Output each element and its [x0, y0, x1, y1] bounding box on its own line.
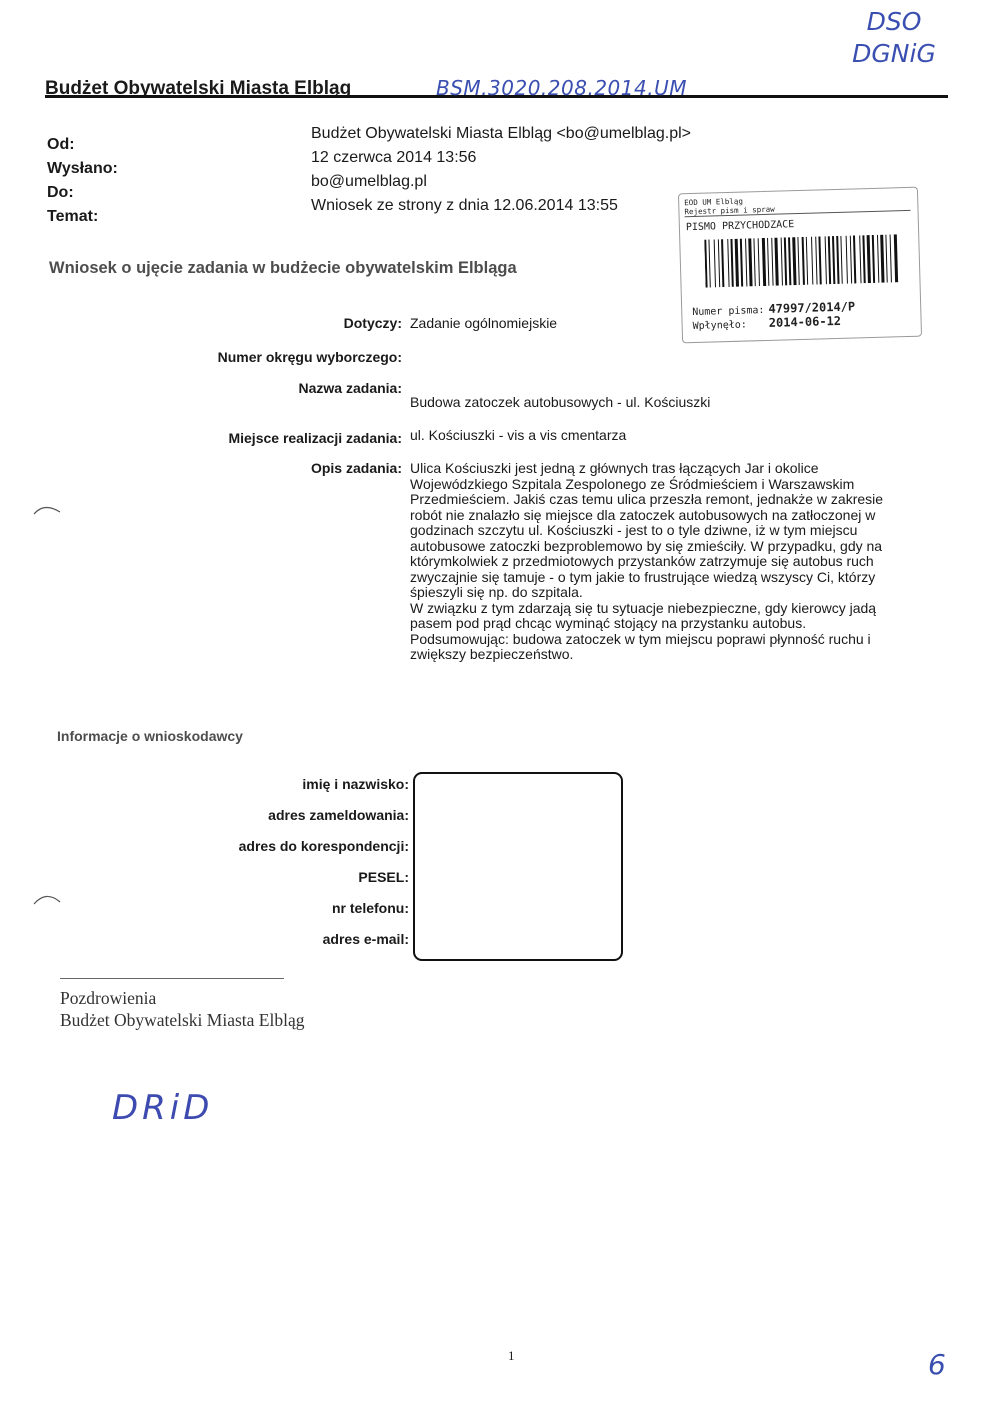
- description-line: zwiększy bezpieczeństwo.: [410, 646, 574, 662]
- barcode-bar: [762, 238, 766, 286]
- meta-label-subject: Temat:: [47, 208, 99, 225]
- signature-rule: [60, 978, 284, 979]
- description-line: autobusowe zatoczki bezproblemowo by się zmieściły. W przypadku, gdy na: [410, 537, 883, 554]
- stamp-office-line: Rejestr pism i spraw: [684, 204, 775, 217]
- stamp-received-value: 2014-06-12: [768, 313, 842, 330]
- barcode-bar: [727, 239, 729, 287]
- stamp-number-value: 47997/2014/P: [768, 299, 856, 316]
- barcode-bar: [832, 236, 835, 284]
- description-line: W związku z tym zdarzają się tu sytuacje niebezpieczne, gdy kierowcy jadą: [410, 599, 877, 616]
- applicant-label-name: imię i nazwisko:: [302, 776, 409, 792]
- field-label: Dotyczy:: [343, 315, 402, 331]
- barcode-bar: [708, 240, 710, 288]
- stamp-number-label: Numer pisma:: [692, 305, 765, 319]
- barcode-bar: [846, 236, 848, 284]
- meta-value-from: Budżet Obywatelski Miasta Elbląg <bo@umelblag.pl>: [311, 125, 691, 142]
- barcode-bar: [825, 236, 827, 284]
- field-value: Budowa zatoczek autobusowych - ul. Kościuszki: [410, 394, 711, 410]
- corner-note-line: DSO: [866, 7, 922, 36]
- description-line: robót nie znalazło się miejsce dla zatoczek autobusowych na zatłoczonej w: [410, 506, 876, 523]
- barcode-bar: [714, 239, 716, 287]
- closing-sender: Budżet Obywatelski Miasta Elbląg: [60, 1010, 305, 1030]
- description-line: zwyczajnie się tamuje - o tym jakie to frustrujące wiedzą wszyscy Ci, którzy: [410, 568, 876, 585]
- barcode-bar: [840, 236, 842, 284]
- field-label: Nazwa zadania:: [298, 380, 402, 396]
- barcode-bar: [767, 238, 769, 286]
- page-number: 1: [508, 1348, 515, 1363]
- description-line: którymkolwiek z przedmiotowych przystanków zatrzymuje się autobus ruch: [410, 553, 874, 569]
- description-line: pasem pod prąd chcąc wyminąć stojący na przystanku autobus.: [410, 615, 807, 631]
- description-line: Ulica Kościuszki jest jedną z głównych tras łączących Jar i okolice: [410, 460, 819, 476]
- barcode-bar: [890, 234, 892, 282]
- closing-greeting: Pozdrowienia: [60, 988, 157, 1008]
- barcode-bar: [748, 238, 752, 286]
- barcode-bar: [781, 238, 783, 286]
- field-label: Opis zadania:: [310, 460, 402, 476]
- barcode-icon: [704, 234, 899, 287]
- barcode-bar: [885, 235, 887, 283]
- barcode-bar: [797, 237, 799, 285]
- field-value: ul. Kościuszki - vis a vis cmentarza: [410, 427, 627, 443]
- barcode-bar: [784, 237, 787, 285]
- punch-mark-icon: [26, 888, 66, 916]
- field-value-description: [410, 461, 920, 663]
- meta-value-to: bo@umelblag.pl: [311, 173, 427, 190]
- description-line: Podsumowując: budowa zatoczek w tym miejscu poprawi płynność ruchu i: [410, 630, 871, 647]
- applicant-label-email: adres e-mail:: [322, 931, 409, 947]
- barcode-bar: [872, 235, 875, 283]
- barcode-bar: [811, 237, 813, 285]
- meta-value-subject: Wniosek ze strony z dnia 12.06.2014 13:55: [311, 197, 618, 214]
- field-value: Zadanie ogólnomiejskie: [410, 315, 558, 331]
- description-line: śpieszyli się np. do szpitala.: [410, 584, 583, 600]
- description-line: Wojewódzkiego Szpitala Zespolonego ze Śródmieściem i Warszawskim: [410, 475, 855, 492]
- barcode-bar: [758, 238, 760, 286]
- barcode-bar: [788, 237, 791, 285]
- handwritten-reference-code: BSM.3020.208.2014.UM: [436, 76, 687, 100]
- applicant-section-title: Informacje o wnioskodawcy: [57, 728, 243, 744]
- barcode-bar: [718, 239, 720, 287]
- meta-label-from: Od:: [47, 136, 75, 153]
- meta-label-to: Do:: [47, 184, 74, 201]
- org-title: Budżet Obywatelski Miasta Elbląg: [45, 78, 352, 99]
- stamp-doc-type: PISMO PRZYCHODZACE: [685, 219, 795, 234]
- corner-note-line: DGNiG: [852, 39, 936, 68]
- barcode-bar: [771, 238, 773, 286]
- barcode-bar: [859, 235, 861, 283]
- barcode-bar: [867, 235, 871, 283]
- field-label: Miejsce realizacji zadania:: [228, 430, 402, 446]
- form-title: Wniosek o ujęcie zadania w budżecie obywatelskim Elbląga: [49, 259, 517, 277]
- barcode-bar: [828, 236, 831, 284]
- handwritten-corner-note: [846, 6, 942, 70]
- email-meta-labels: [47, 133, 118, 229]
- barcode-bar: [792, 237, 796, 285]
- barcode-bar: [753, 238, 755, 286]
- barcode-bar: [735, 239, 739, 287]
- redacted-applicant-box: [413, 772, 623, 961]
- description-line: godzinach szczytu ul. Kościuszki - jest to o tyle dziwne, iż w tym miejscu: [410, 522, 858, 538]
- description-line: Przedmieściem. Jakiś czas temu ulica przeszła remont, jednakże w zakresie: [410, 491, 884, 507]
- barcode-bar: [704, 240, 707, 288]
- stamp-office-line: EOD UM Elbląg: [684, 196, 744, 208]
- barcode-bar: [880, 235, 884, 283]
- barcode-bar: [774, 238, 778, 286]
- barcode-bar: [802, 237, 805, 285]
- stamp-received-label: Wpłynęło:: [692, 319, 747, 333]
- barcode-bar: [836, 236, 839, 284]
- applicant-label-phone: nr telefonu:: [332, 900, 409, 916]
- meta-value-sent: 12 czerwca 2014 13:56: [311, 149, 477, 166]
- applicant-label-pesel: PESEL:: [358, 869, 409, 885]
- barcode-bar: [894, 234, 898, 282]
- barcode-bar: [730, 239, 733, 287]
- meta-label-sent: Wysłano:: [47, 160, 118, 177]
- field-label: Numer okręgu wyborczego:: [217, 349, 402, 365]
- barcode-bar: [862, 235, 865, 283]
- email-meta-values: [311, 122, 691, 218]
- barcode-bar: [815, 237, 817, 285]
- barcode-bar: [850, 236, 852, 284]
- handwritten-side-number: 6: [928, 1348, 946, 1381]
- handwritten-initials: DRiD: [112, 1088, 214, 1128]
- barcode-bar: [721, 239, 724, 287]
- barcode-bar: [740, 239, 743, 287]
- applicant-labels: [150, 776, 409, 962]
- closing-block: [60, 987, 304, 1031]
- barcode-bar: [745, 238, 747, 286]
- punch-mark-icon: [26, 500, 66, 528]
- barcode-bar: [853, 235, 856, 283]
- barcode-bar: [818, 236, 821, 284]
- applicant-label-correspondence-address: adres do korespondencji:: [238, 838, 409, 854]
- barcode-bar: [877, 235, 879, 283]
- barcode-bar: [806, 237, 808, 285]
- applicant-label-registered-address: adres zameldowania:: [268, 807, 409, 823]
